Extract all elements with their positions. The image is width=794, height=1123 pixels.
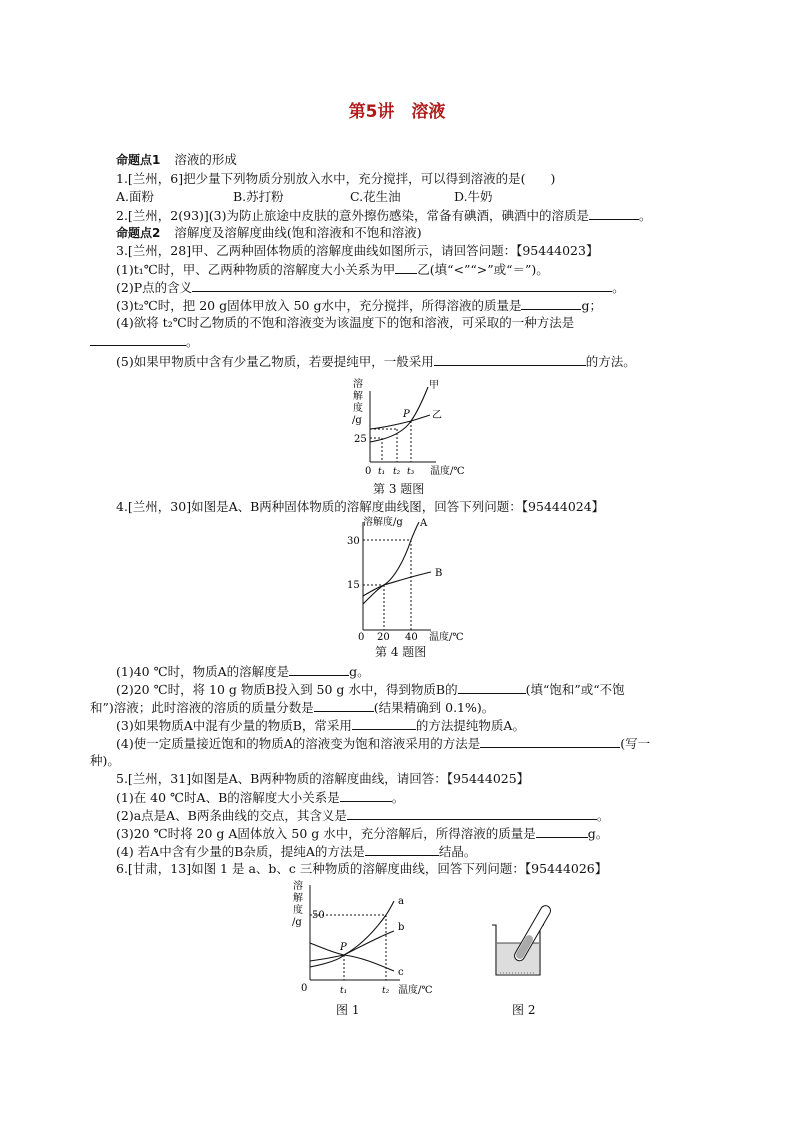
q5-p1-tail: 。 <box>391 790 405 805</box>
q2-answer-blank[interactable] <box>589 207 639 220</box>
q5-p1-text: (1)在 40 ℃时A、B的溶解度大小关系是 <box>116 790 340 805</box>
q1-option-c: C.花生油 <box>350 189 401 204</box>
fig3-ylabel <box>352 377 363 426</box>
q5-p3-tail: g。 <box>587 826 609 841</box>
page-title: 第5讲 溶液 <box>348 102 446 122</box>
fig3-tick-t3: t₃ <box>407 467 415 477</box>
fig6-label-b: b <box>398 922 405 933</box>
q4-p3-blank[interactable] <box>352 717 416 730</box>
fig6-chart <box>290 875 460 1000</box>
q4-p1-text: (1)40 ℃时，物质A的溶解度是 <box>116 664 290 679</box>
q5-part3 <box>116 825 608 842</box>
q5-p2-blank[interactable] <box>347 807 597 820</box>
fig6-ylabel <box>292 879 303 928</box>
fig3-curve-yi <box>370 415 430 429</box>
q4-p2b-blank[interactable] <box>314 699 374 712</box>
fig3-tick-t1: t₁ <box>378 467 386 477</box>
fig6-xlabel: 温度/℃ <box>398 985 433 996</box>
q5-p3-blank[interactable] <box>536 825 588 838</box>
q3-p1-text: t₁℃时，甲、乙两种物质的溶解度大小关系为甲 <box>133 262 396 277</box>
q3-p3-num: (3) <box>116 298 134 313</box>
fig6-caption-1: 图 1 <box>336 1003 360 1017</box>
q3-part5 <box>116 353 636 370</box>
fig4-label-a: A <box>420 518 428 529</box>
q5-p1-blank[interactable] <box>340 789 392 802</box>
fig4-chart <box>343 514 483 642</box>
fig6-ylabel-3: /g <box>292 917 302 928</box>
q4-part4 <box>116 735 650 752</box>
fig3-chart <box>348 373 488 481</box>
q4-part2-line2 <box>90 699 494 716</box>
fig4-tick-40: 40 <box>405 632 418 643</box>
q4-p4-text: (4)使一定质量接近饱和的物质A的溶液变为饱和溶液采用的方法是 <box>116 736 481 751</box>
q4-part2 <box>116 681 625 698</box>
q3-p2-text: (2)P点的含义 <box>116 280 193 295</box>
fig3-ylabel-2: 度 <box>353 403 363 414</box>
q3-figure-caption: 第 3 题图 <box>373 482 425 496</box>
q5-stem: 5.[兰州，31]如图是A、B两种物质的溶解度曲线，请回答：【95444025】 <box>116 771 530 786</box>
fig3-label-yi: 乙 <box>432 410 442 421</box>
q3-p4-blank[interactable] <box>90 333 186 346</box>
q5-p3-text: (3)20 ℃时将 20 g A固体放入 50 g 水中，充分溶解后，所得溶液的质量是 <box>116 826 536 841</box>
fig6-beaker-illustration <box>488 905 558 985</box>
q3-p1-num: (1) <box>116 262 134 277</box>
fig4-origin: 0 <box>358 632 365 643</box>
q4-figure-caption: 第 4 题图 <box>375 645 427 659</box>
q4-p2-blank[interactable] <box>458 681 526 694</box>
q3-p3-text: t₂℃时，把 20 g固体甲放入 50 g水中，充分搅拌，所得溶液的质量是 <box>133 298 522 313</box>
q4-p4-blank[interactable] <box>480 735 620 748</box>
q3-p4-tail: 。 <box>186 334 199 349</box>
q3-stem: 3.[兰州，28]甲、乙两种固体物质的溶解度曲线如图所示，请回答问题：【95444023】 <box>116 243 599 258</box>
fig4-tick-15: 15 <box>347 580 360 591</box>
q4-p2-tail: (填“饱和”或“不饱 <box>525 682 625 697</box>
q1-option-b: B.苏打粉 <box>233 189 284 204</box>
q3-p2-blank[interactable] <box>192 279 612 292</box>
fig4-label-b: B <box>435 568 443 579</box>
q5-part1 <box>116 789 404 806</box>
q1-stem: 1.[兰州，6]把少量下列物质分别放入水中，充分搅拌，可以得到溶液的是( ) <box>116 171 556 186</box>
fig6-caption-2: 图 2 <box>512 1003 536 1017</box>
fig3-ylabel-0: 溶 <box>353 379 363 390</box>
section-1-label: 命题点1 <box>116 153 161 167</box>
fig6-point-p: P <box>340 942 347 953</box>
fig6-label-c: c <box>398 967 404 978</box>
fig3-curve-jia <box>370 387 428 442</box>
q2-text: 2.[兰州，2(93)](3)为防止旅途中皮肤的意外擦伤感染，常备有碘酒，碘酒中的溶质是 <box>116 208 589 223</box>
q3-part1 <box>116 261 549 278</box>
q3-p2-tail: 。 <box>612 280 625 295</box>
q4-part4-line2: 种)。 <box>90 753 120 768</box>
q3-p1-blank[interactable] <box>395 261 417 274</box>
q5-part4 <box>116 843 476 860</box>
q4-p2-text: (2)20 ℃时，将 10 g 物质B投入到 50 g 水中，得到物质B的 <box>116 682 458 697</box>
q4-stem: 4.[兰州，30]如图是A、B两种固体物质的溶解度曲线图，回答下列问题：【95444024】 <box>116 499 605 514</box>
fig3-label-jia: 甲 <box>429 380 439 391</box>
q3-p3-tail: g； <box>581 298 602 313</box>
q6-stem: 6.[甘肃，13]如图 1 是 a、b、c 三种物质的溶解度曲线，回答下列问题：【95444026】 <box>116 861 608 876</box>
q4-p1-tail: g。 <box>349 664 370 679</box>
q5-p4-text: (4) 若A中含有少量的B杂质，提纯A的方法是 <box>116 844 365 859</box>
q4-part3 <box>116 717 525 734</box>
q5-p2-text: (2)a点是A、B两条曲线的交点，其含义是 <box>116 808 347 823</box>
q5-p4-blank[interactable] <box>365 843 439 856</box>
fig3-xlabel: 温度/℃ <box>430 466 465 477</box>
fig3-tick-t2: t₂ <box>393 467 401 477</box>
fig4-xlabel: 温度/℃ <box>429 632 464 643</box>
q4-p2b-tail: (结果精确到 0.1%)。 <box>373 700 495 715</box>
fig3-ylabel-1: 解 <box>353 391 363 402</box>
q2 <box>116 207 652 224</box>
q3-p5-text: (5)如果甲物质中含有少量乙物质，若要提纯甲，一般采用 <box>116 354 434 369</box>
fig3-origin: 0 <box>365 466 372 477</box>
fig3-tick-25: 25 <box>354 434 367 445</box>
q3-part4: (4)欲将 t₂℃时乙物质的不饱和溶液变为该温度下的饱和溶液，可采取的一种方法是 <box>116 315 575 330</box>
q4-p1-blank[interactable] <box>289 663 349 676</box>
q4-p3-tail: 的方法提纯物质A。 <box>415 718 525 733</box>
q1-option-a: A.面粉 <box>116 189 155 204</box>
section-2-text: 溶解度及溶解度曲线(饱和溶液和不饱和溶液) <box>174 225 422 240</box>
fig6-origin: 0 <box>301 983 308 994</box>
section-2-label: 命题点2 <box>116 226 161 240</box>
fig3-ylabel-3: /g <box>352 415 362 426</box>
fig4-ylabel: 溶解度/g <box>363 517 403 528</box>
fig4-curve-b <box>363 572 431 596</box>
section-1-text: 溶液的形成 <box>174 152 237 167</box>
fig6-tick-t1: t₁ <box>340 986 348 996</box>
q3-part3 <box>116 297 602 314</box>
fig6-ylabel-2: 度 <box>293 905 303 916</box>
q4-p2b-text: 和”)溶液；此时溶液的溶质的质量分数是 <box>90 700 314 715</box>
q5-p4-tail: 结晶。 <box>438 844 477 859</box>
fig6-curve-c <box>310 943 394 971</box>
q1-option-d: D.牛奶 <box>454 189 493 204</box>
fig4-tick-30: 30 <box>347 536 360 547</box>
fig6-label-a: a <box>398 896 404 907</box>
fig6-tick-50: 50 <box>312 910 325 921</box>
q3-p5-blank[interactable] <box>434 353 586 366</box>
q5-p2-tail: 。 <box>596 808 610 823</box>
fig6-ylabel-1: 解 <box>293 893 303 904</box>
q3-part2 <box>116 279 625 296</box>
q5-part2 <box>116 807 609 824</box>
q3-p1-tail: 乙(填“<”“>”或“＝”)。 <box>417 262 549 277</box>
fig6-tick-t2: t₂ <box>382 986 390 996</box>
section-1-heading <box>116 152 237 168</box>
fig4-tick-20: 20 <box>377 632 390 643</box>
q3-p3-blank[interactable] <box>521 297 581 310</box>
section-2-heading <box>116 225 422 241</box>
q1-options <box>116 189 493 205</box>
q3-part4-line2 <box>90 333 199 350</box>
q2-tail: 。 <box>639 208 652 223</box>
q3-p5-tail: 的方法。 <box>585 354 636 369</box>
q4-p4-tail: (写一 <box>620 736 651 751</box>
fig6-ylabel-0: 溶 <box>293 881 303 892</box>
fig3-point-p: P <box>403 409 410 420</box>
q4-part1 <box>116 663 370 680</box>
q4-p3-text: (3)如果物质A中混有少量的物质B，常采用 <box>116 718 352 733</box>
